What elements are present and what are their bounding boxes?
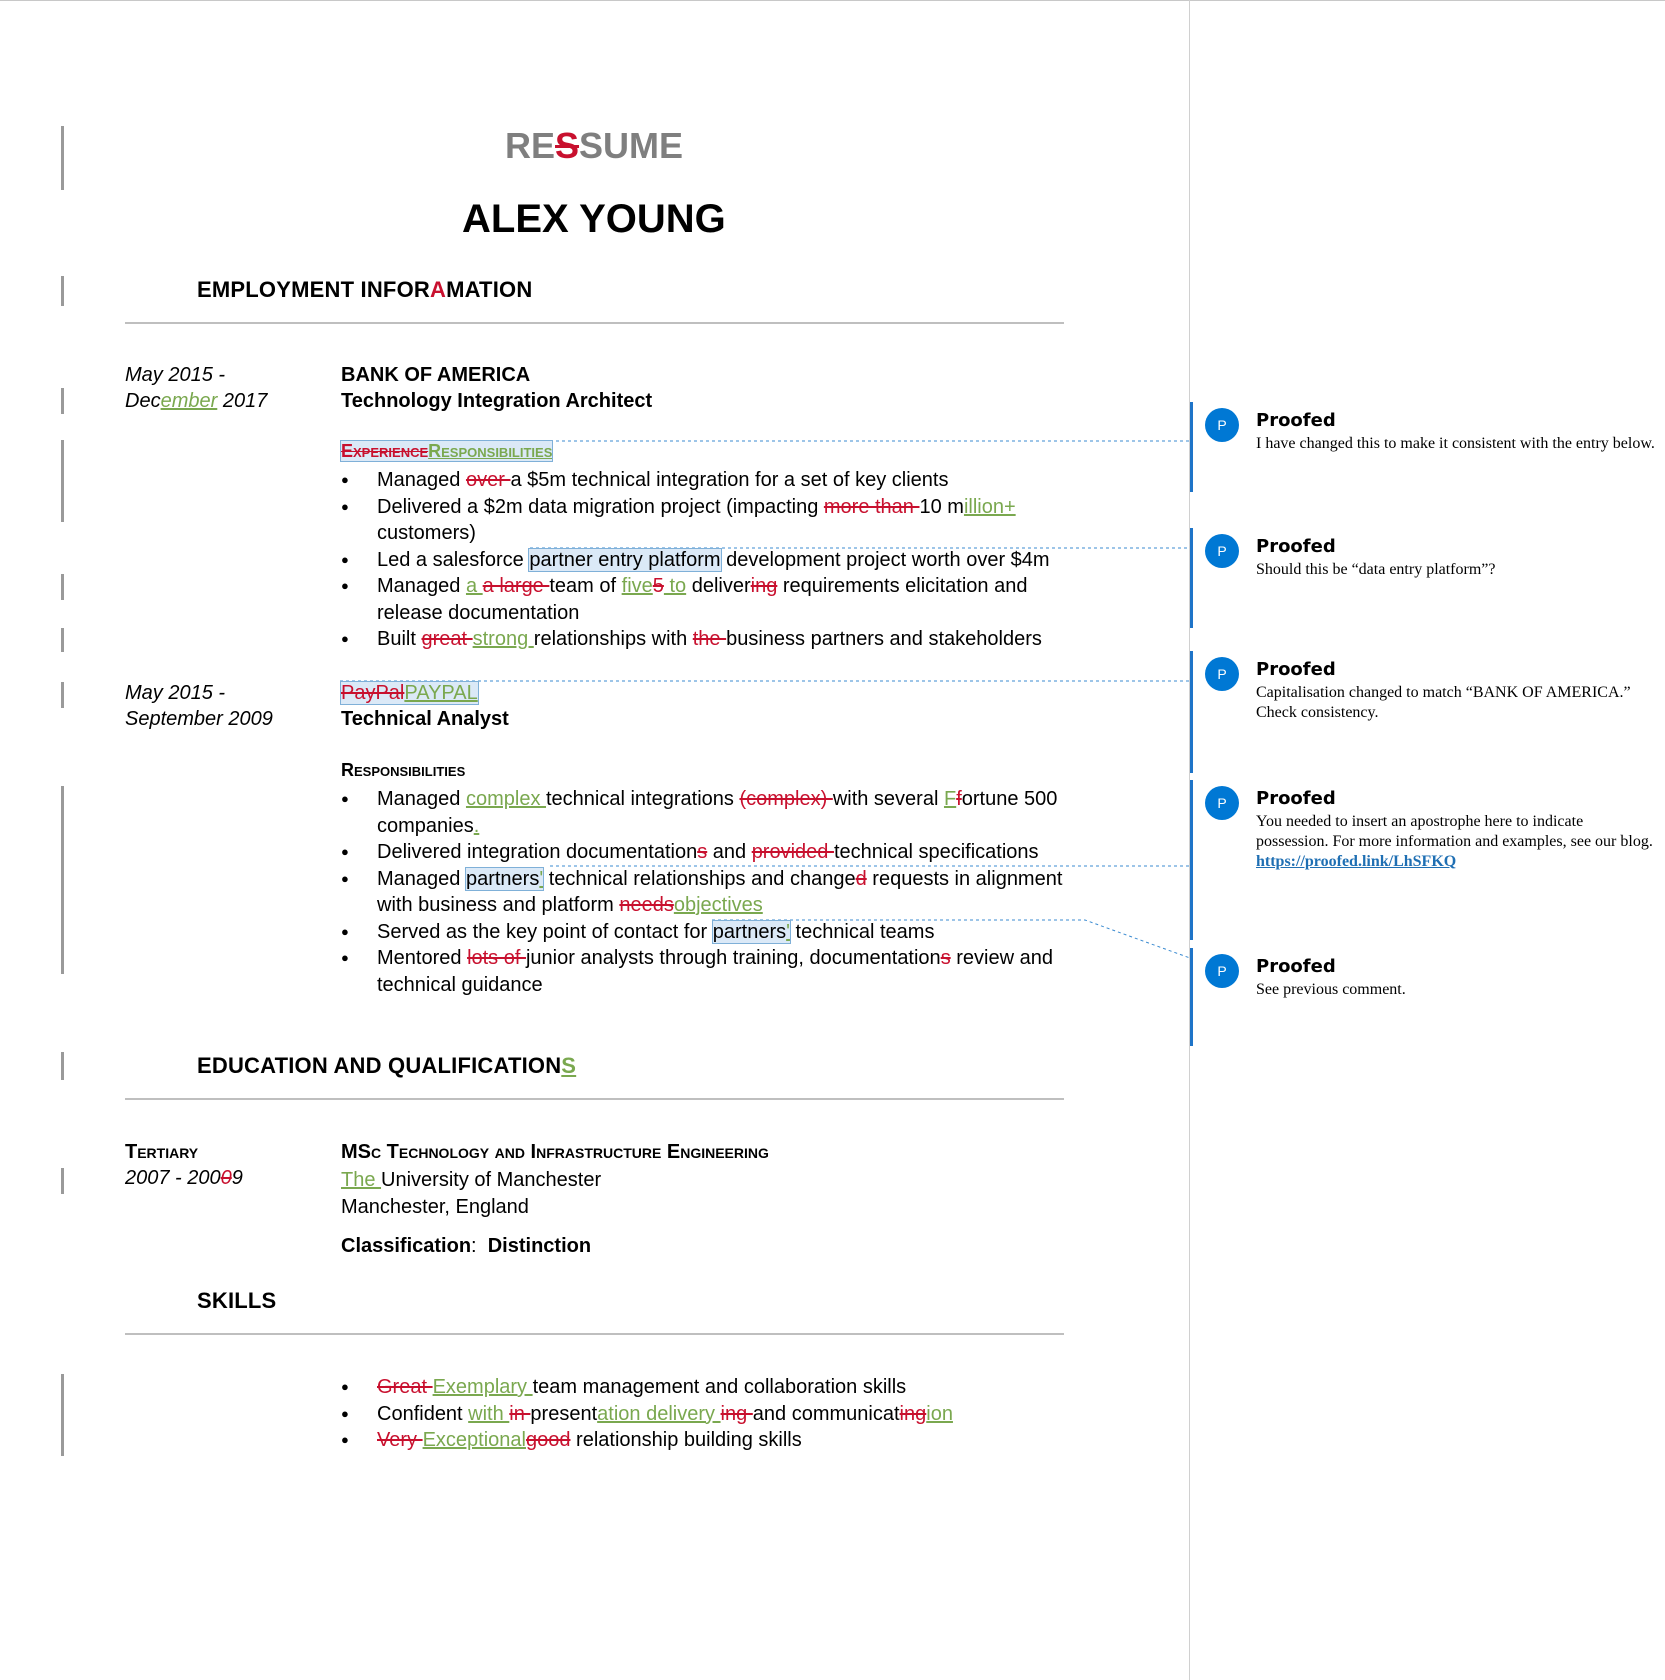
job1-dates: May 2015 - December 2017: [125, 364, 268, 412]
job1-bullets: [341, 467, 1081, 653]
comment-bar: [1190, 528, 1193, 628]
list-item: ● Managed over a $5m technical integration for a set of key clients: [341, 467, 1081, 494]
comment-author: Proofed: [1256, 956, 1336, 977]
blog-link[interactable]: https://proofed.link/LhSFKQ: [1256, 853, 1457, 870]
section-rule: [125, 1098, 1064, 1100]
avatar: P: [1205, 786, 1239, 820]
education-location: Manchester, England: [341, 1196, 529, 1218]
list-item: ● Delivered a $2m data migration project (impacting more than 10 million+ customers): [341, 494, 1081, 547]
education-classification: Classification: Distinction: [341, 1235, 592, 1257]
comment-anchor[interactable]: partners': [712, 920, 790, 943]
job1-subheading: ExperienceResponsibilities: [341, 441, 553, 461]
comment-1[interactable]: [1190, 402, 1665, 492]
comment-text: I have changed this to make it consistent with the entry below.: [1256, 435, 1655, 452]
comment-bar: [1190, 780, 1193, 940]
job2-dates: May 2015 - September 2009: [125, 682, 273, 730]
comment-text: Capitalisation changed to match “BANK OF AMERICA.” Check consistency.: [1256, 684, 1631, 721]
comment-text: You needed to insert an apostrophe here to indicate possession. For more information and examples, see our blog. https://proofed.link/LhSFKQ: [1256, 813, 1653, 870]
list-item: ● Managed a a large team of five5 to delivering requirements elicitation and release documentation: [341, 573, 1081, 626]
section-rule: [125, 322, 1064, 324]
comment-bar: [1190, 651, 1193, 773]
document-title: RESSUME: [505, 125, 684, 166]
education-dates: Tertiary 2007 - 20009: [125, 1141, 243, 1189]
comment-3[interactable]: [1190, 651, 1665, 773]
list-item: ● Led a salesforce partner entry platform development project worth over $4m: [341, 547, 1081, 574]
education-heading: EDUCATION AND QUALIFICATIONS: [197, 1053, 577, 1078]
avatar: P: [1205, 657, 1239, 691]
education-degree: MSc Technology and Infrastructure Engineering: [341, 1141, 769, 1163]
comment-author: Proofed: [1256, 659, 1336, 680]
comment-2[interactable]: [1190, 528, 1665, 628]
job2-role: Technical Analyst: [341, 708, 509, 730]
job2-company: PayPalPAYPAL: [341, 682, 478, 704]
comment-author: Proofed: [1256, 788, 1336, 809]
skills-bullets: [341, 1374, 1081, 1454]
list-item: ● Confident with in presentation delivery ing and communicatingion: [341, 1401, 1081, 1428]
comment-4[interactable]: [1190, 780, 1665, 940]
avatar: P: [1205, 954, 1239, 988]
list-item: ● Served as the key point of contact for partners' technical teams: [341, 919, 1091, 946]
job1-company: BANK OF AMERICA: [341, 364, 531, 386]
comment-5[interactable]: [1190, 948, 1665, 1046]
avatar: P: [1205, 534, 1239, 568]
comment-author: Proofed: [1256, 536, 1336, 557]
list-item: ● Managed complex technical integrations (complex) with several Ffortune 500 companies.: [341, 786, 1091, 839]
comment-anchor[interactable]: partner entry platform: [529, 548, 721, 571]
comment-author: Proofed: [1256, 410, 1336, 431]
comment-anchor[interactable]: partners': [465, 867, 544, 890]
education-institution: The University of Manchester: [341, 1169, 602, 1191]
comment-text: Should this be “data entry platform”?: [1256, 561, 1496, 578]
skills-heading: SKILLS: [197, 1288, 277, 1313]
comment-text: See previous comment.: [1256, 981, 1406, 998]
list-item: ● Built great strong relationships with the business partners and stakeholders: [341, 626, 1081, 653]
job2-subheading: Responsibilities: [341, 760, 466, 780]
job1-role: Technology Integration Architect: [341, 390, 653, 412]
list-item: ● Very Exceptionalgood relationship building skills: [341, 1427, 1081, 1454]
candidate-name: ALEX YOUNG: [462, 197, 726, 241]
section-rule: [125, 1333, 1064, 1335]
job2-bullets: [341, 786, 1091, 998]
list-item: ● Great Exemplary team management and collaboration skills: [341, 1374, 1081, 1401]
list-item: ● Delivered integration documentations and provided technical specifications: [341, 839, 1091, 866]
avatar: P: [1205, 408, 1239, 442]
list-item: ● Managed partners' technical relationships and changed requests in alignment with business and platform needsobjectives: [341, 866, 1091, 919]
employment-heading: EMPLOYMENT INFORAMATION: [197, 277, 533, 302]
list-item: ● Mentored lots of junior analysts through training, documentations review and technical guidance: [341, 945, 1091, 998]
comment-bar: [1190, 402, 1193, 492]
comment-bar: [1190, 948, 1193, 1046]
